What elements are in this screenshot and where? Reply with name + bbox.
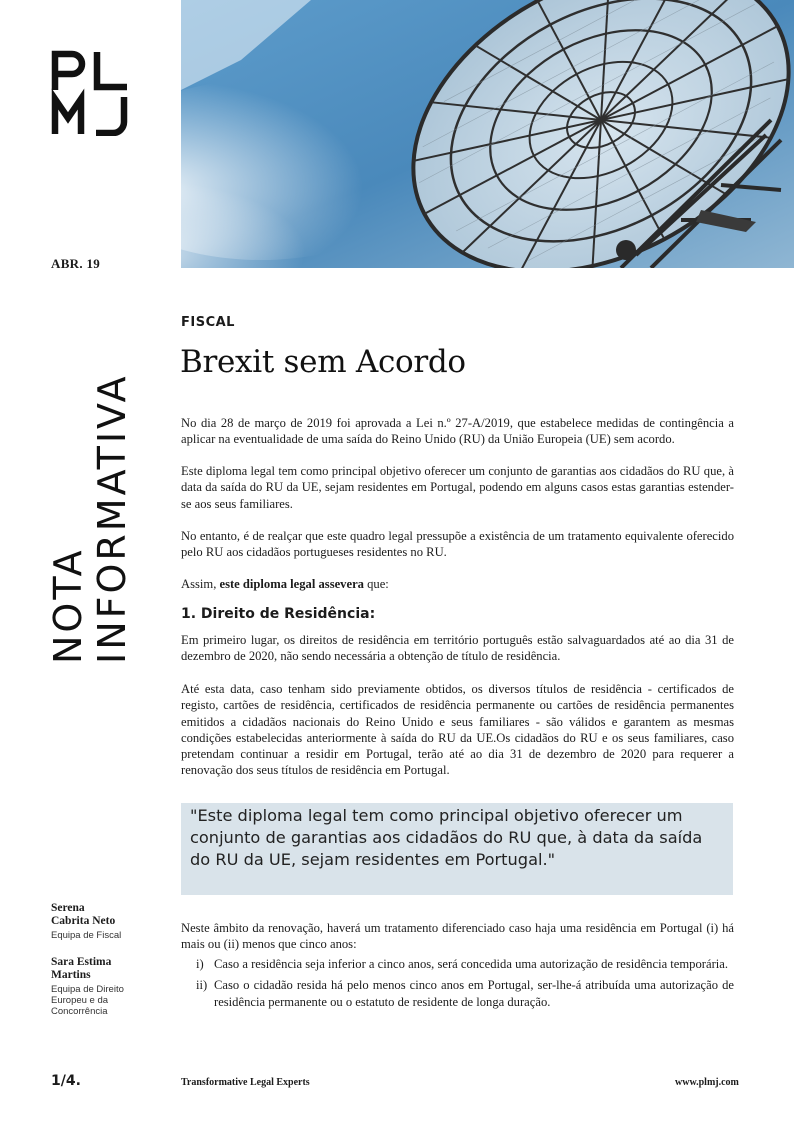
author-name-line2: Martins — [51, 968, 91, 981]
list-item — [196, 977, 734, 1010]
vertical-title-line2: INFORMATIVA — [90, 373, 134, 664]
assim-paragraph — [181, 576, 734, 592]
author-team-line3: Concorrência — [51, 1006, 108, 1017]
renewal-paragraph — [181, 920, 734, 953]
hero-satellite-dish-image — [181, 0, 794, 268]
subheading-residence: 1. Direito de Residência: — [181, 606, 376, 622]
residence-paragraph-2 — [181, 681, 734, 779]
vertical-title-line1: NOTA — [46, 547, 90, 664]
satellite-dish-illustration — [181, 0, 794, 268]
intro-paragraph-2 — [181, 463, 734, 512]
assim-prefix: Assim, — [181, 577, 220, 591]
paragraph-text: No entanto, é de realçar que este quadro legal pressupõe a existência de um tratamento equivalente oferecido pelo RU aos cidadãos portugueses residentes no RU. — [181, 529, 734, 560]
renewal-list — [196, 956, 734, 1010]
page-title: Brexit sem Acordo — [180, 344, 466, 380]
intro-paragraph-3 — [181, 528, 734, 561]
author-team: Equipa de Fiscal — [51, 930, 122, 941]
pull-quote: "Este diploma legal tem como principal objetivo oferecer um conjunto de garantias aos cidadãos do RU que, à data da saída do RU da UE, sejam residentes em Portugal." — [181, 803, 733, 895]
author-1 — [51, 902, 121, 941]
vertical-document-type — [46, 373, 134, 664]
assim-bold: este diploma legal assevera — [219, 577, 364, 591]
author-team-line2: Europeu e da — [51, 995, 109, 1006]
publication-date: ABR. 19 — [51, 256, 101, 271]
footer-url-link[interactable]: www.plmj.com — [675, 1077, 739, 1088]
page-number: 1/4. — [51, 1073, 81, 1089]
plmj-logo — [50, 50, 132, 136]
paragraph-text: Até esta data, caso tenham sido previamente obtidos, os diversos títulos de residência - certificados de registo, cartões de residência, certificados de residência permanente ou cartões de residência permanentes emitidos a cidadãos nacionais do Reino Unido e seus familiares - são válidos e garantem as mesmas condições estabelecidas anteriormente à saída do RU da UE.Os cidadãos do RU e os seus familiares, caso pretendam continuar a residir em Portugal, terão até ao dia 31 de dezembro de 2020 para requerer a renovação dos seus títulos de residência em Portugal. — [181, 682, 734, 778]
author-2 — [51, 956, 124, 1017]
list-item-number: ii) — [196, 978, 208, 993]
paragraph-text: Neste âmbito da renovação, haverá um tratamento diferenciado caso haja uma residência em Portugal (i) há mais ou (ii) menos que cinco anos: — [181, 921, 734, 952]
list-item-text: Caso o cidadão resida há pelo menos cinco anos em Portugal, ser-lhe-á atribuída uma autorização de residência permanente ou o estatuto de residente de longa duração. — [214, 978, 734, 1009]
list-item — [196, 956, 734, 972]
paragraph-text: No dia 28 de março de 2019 foi aprovada a Lei n.º 27-A/2019, que estabelece medidas de contingência a aplicar na eventualidade de uma saída do Reino Unido (RU) da União Europeia (UE) sem acordo. — [181, 416, 734, 447]
footer-tagline: Transformative Legal Experts — [181, 1077, 310, 1088]
author-name-line1: Serena — [51, 902, 85, 914]
paragraph-text: Em primeiro lugar, os direitos de residência em território português estão salvaguardados até ao dia 31 de dezembro de 2020, não sendo necessária a obtenção de título de residência. — [181, 633, 734, 664]
author-team-line1: Equipa de Direito — [51, 984, 124, 995]
paragraph-text: Este diploma legal tem como principal objetivo oferecer um conjunto de garantias aos cidadãos do RU que, à data da saída do RU da UE, sejam residentes em Portugal, podendo em alguns casos estas garantias estender-se aos seus familiares. — [181, 464, 734, 511]
plmj-logo-mark — [50, 50, 132, 136]
author-name-line1: Sara Estima — [51, 956, 112, 968]
intro-paragraph-1 — [181, 415, 734, 448]
assim-suffix: que: — [363, 577, 389, 591]
list-item-text: Caso a residência seja inferior a cinco anos, será concedida uma autorização de residência temporária. — [214, 957, 728, 971]
residence-paragraph-1 — [181, 632, 734, 665]
section-label: FISCAL — [181, 315, 235, 330]
author-name-line2: Cabrita Neto — [51, 914, 116, 927]
list-item-number: i) — [196, 957, 204, 971]
